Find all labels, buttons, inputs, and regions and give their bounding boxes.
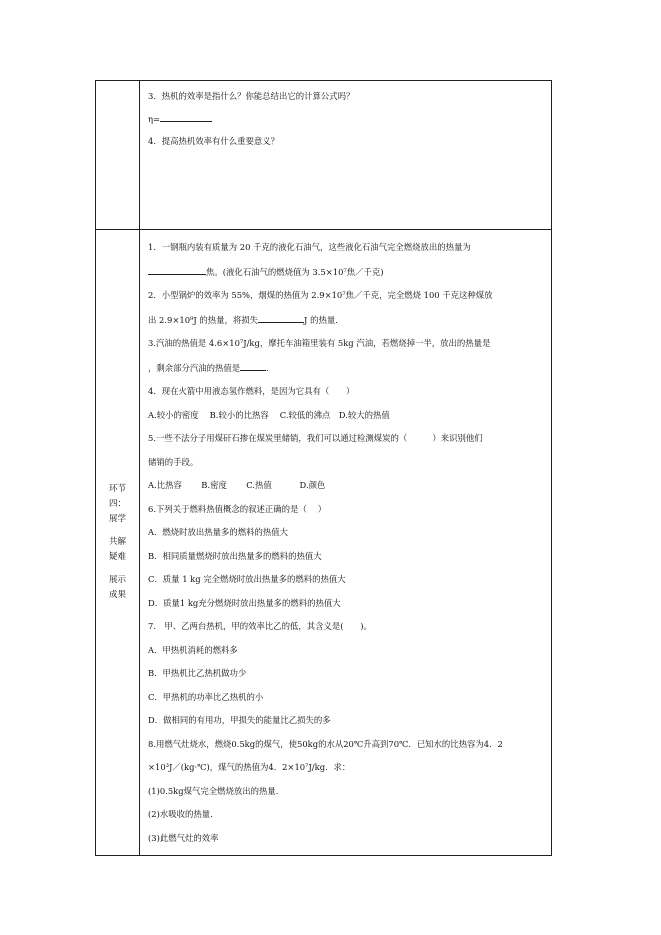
- right-cell-questions: [140, 230, 552, 856]
- question-text: 4．现在火箭中用液态氢作燃料，是因为它具有（ ）: [148, 386, 355, 396]
- question-text: 2．小型锅炉的效率为 55%，烟煤的热值为 2.9×10⁷焦／千克，完全燃烧 100 千克这种煤放: [148, 290, 493, 300]
- question-text: 出 2.9×10⁹J 的热量，将损失 J 的热量.: [148, 314, 338, 325]
- section-label-line: 展示: [108, 575, 126, 585]
- question-text: 1．一钢瓶内装有质量为 20 千克的液化石油气，这些液化石油气完全燃烧放出的热量为: [148, 242, 471, 252]
- table-row: [96, 81, 552, 230]
- answer-blank: [258, 313, 304, 323]
- option-row: C．质量 1 kg 完全燃烧时放出热量多的燃料的热值大: [148, 574, 346, 584]
- question-text: 焦。(液化石油气的燃烧值为 3.5×10⁷焦／千克): [148, 265, 545, 278]
- question-text: ×10³J／(kg·℃)，煤气的热值为4．2×10⁷J/kg．求：: [148, 762, 351, 772]
- section-label-line: 展学: [108, 514, 126, 524]
- question-text: 7. 甲、乙两台热机，甲的效率比乙的低，其含义是( )。: [148, 621, 372, 631]
- question-text: 6.下列关于燃料热值概念的叙述正确的是（ ）: [148, 503, 327, 514]
- question-text: 5.一些不法分子用煤矸石掺在煤炭里储销，我们可以通过检测煤炭的（ ）来识别他们: [148, 433, 483, 443]
- worksheet-table: [95, 80, 552, 856]
- section-label-cell: [96, 230, 140, 856]
- answer-line: [148, 112, 545, 125]
- question-text: ，剩余部分汽油的热值是 ．: [148, 362, 275, 373]
- question-text: 储销的手段。: [148, 456, 199, 467]
- option-row: A．燃烧时放出热量多的燃料的热值大: [148, 527, 289, 537]
- question-text: 4．提高热机效率有什么重要意义？: [148, 136, 279, 146]
- section-label-line: 疑难: [108, 552, 126, 562]
- option-row: B．相同质量燃烧时放出热量多的燃料的热值大: [148, 550, 322, 561]
- section-label-line: 成果: [108, 590, 126, 600]
- sub-question: (1)0.5kg煤气完全燃烧放出的热量.: [148, 785, 279, 796]
- question-text: 8.用燃气灶烧水，燃烧0.5kg的煤气，使50kg的水从20℃升高到70℃．已知水的比热容为4．2: [148, 738, 503, 749]
- answer-blank: [148, 265, 206, 275]
- question-text: 3．热机的效率是指什么？你能总结出它的计算公式吗？: [148, 91, 355, 101]
- section-label-line: 共解: [108, 537, 126, 547]
- sub-question: (2)水吸收的热量.: [148, 809, 213, 819]
- option-row: A．甲热机消耗的燃料多: [148, 644, 238, 655]
- section-label-line: 环节: [108, 484, 126, 494]
- formula-prefix: η=: [148, 114, 161, 124]
- right-cell-top: [140, 81, 552, 230]
- option-row: D．做相同的有用功，甲损失的能量比乙损失的多: [148, 715, 331, 725]
- question-text: 3.汽油的热值是 4.6×10⁷J/kg，摩托车油箱里装有 5kg 汽油，若燃烧掉一半，放出的热量是: [148, 338, 491, 348]
- table-row: [96, 230, 552, 856]
- option-row: C．甲热机的功率比乙热机的小: [148, 691, 264, 702]
- option-row: A.比热容 B.密度 C.热值 D.颜色: [148, 480, 326, 490]
- option-row: B．甲热机比乙热机做功少: [148, 668, 247, 678]
- option-row: A.较小的密度 B.较小的比热容 C.较低的沸点 D.较大的热值: [148, 409, 390, 420]
- left-cell-empty: [96, 81, 140, 230]
- sub-question: (3)此燃气灶的效率: [148, 832, 219, 843]
- answer-blank: [240, 361, 266, 371]
- answer-blank: [160, 112, 212, 122]
- section-label-line: 四：: [108, 499, 126, 509]
- option-row: D．质量1 kg充分燃烧时放出热量多的燃料的热值大: [148, 597, 341, 608]
